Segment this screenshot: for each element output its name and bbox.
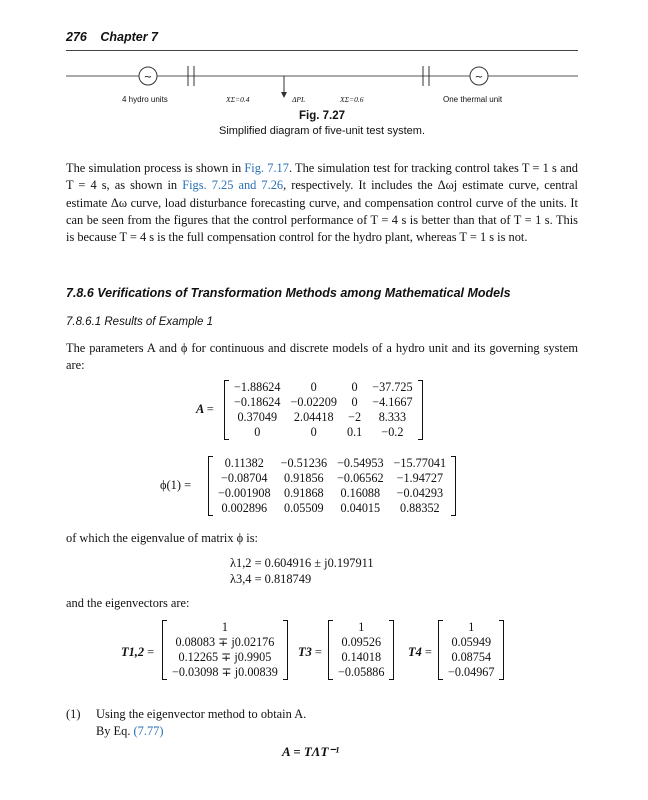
step-reference (96, 723, 576, 740)
t12-label: T1,2 = (121, 645, 155, 659)
matrix-cell: 0.16088 (340, 486, 381, 500)
matrix-cell: 0 (310, 380, 317, 394)
matrix-cell: −0.06562 (337, 471, 384, 485)
vector-cell: 0.08754 (451, 650, 492, 664)
matrix-cell: 0.91856 (284, 471, 324, 485)
matrix-a (224, 380, 423, 440)
vector-cell: 0.14018 (341, 650, 382, 664)
matrix-cell: 0.88352 (400, 501, 440, 515)
matrix-cell: −0.2 (381, 425, 404, 439)
matrix-cell: 0.1 (346, 425, 363, 439)
matrix-cell: 0 (254, 425, 261, 439)
t12-table (167, 620, 283, 680)
matrix-cell: −2 (348, 410, 362, 424)
vector-cell: 0.05949 (451, 635, 492, 649)
eigenvector-t4 (438, 620, 504, 680)
matrix-cell: −0.51236 (280, 456, 328, 470)
left-bracket (224, 380, 229, 440)
matrix-cell: 0 (351, 380, 358, 394)
by-eq-text: By Eq. (96, 724, 134, 738)
eigenvector-t12 (162, 620, 288, 680)
eq-7-77-link[interactable]: (7.77) (133, 724, 164, 738)
matrix-cell: −0.001908 (218, 486, 271, 500)
t4-label: T4 = (408, 645, 432, 659)
simulation-paragraph (66, 160, 578, 246)
left-bracket (208, 456, 213, 516)
parameters-paragraph: The parameters A and ϕ for continuous and discrete models of a hydro unit and its governing system are: (66, 341, 578, 373)
matrix-cell: 0.37049 (237, 410, 278, 424)
matrix-cell: 0.11382 (224, 456, 264, 470)
matrix-cell: 0 (351, 395, 358, 409)
header-rule (66, 50, 578, 51)
matrix-cell: −15.77041 (393, 456, 447, 470)
matrix-cell: −4.1667 (372, 395, 413, 409)
matrix-cell: 8.333 (378, 410, 407, 424)
para1-text-2: . The simulation test for tracking control takes T = 1 s and T = 4 s, as shown in (66, 161, 578, 193)
matrix-cell: −1.88624 (234, 380, 281, 394)
eigenvalue-2: λ3,4 = 0.818749 (230, 572, 312, 586)
final-equation: A = TΛT⁻¹ (282, 744, 340, 759)
vector-cell: 1 (468, 620, 475, 634)
matrix-cell: −0.54953 (337, 456, 384, 470)
line-reactance-1: XΣ=0.4 (226, 95, 250, 104)
vector-cell: −0.04967 (448, 665, 495, 679)
para1-text-3: , respectively. It includes the Δωj estimate curve, central estimate Δω curve, load disturbance forecasting curve, and compensation control curve of the units. It can be seen from the figures that the control performance of T = 4 s is better than that of T = 1 s. This is because T = 4 s is the full compensation control for the hydro plant, whereas T = 1 s is not. (66, 178, 579, 245)
chapter-title: Chapter 7 (100, 30, 158, 44)
vector-cell: 0.12265 ∓ j0.9905 (178, 650, 272, 664)
matrix-cell: 0.05509 (284, 501, 324, 515)
left-unit-label: 4 hydro units (122, 95, 168, 104)
right-bracket (499, 620, 504, 680)
matrix-cell: −0.04293 (396, 486, 444, 500)
section-heading: 7.8.6 Verifications of Transformation Methods among Mathematical Models (66, 286, 511, 300)
subsection-heading: 7.8.6.1 Results of Example 1 (66, 316, 214, 328)
matrix-a-table (229, 380, 418, 440)
t4-table (443, 620, 499, 680)
matrix-cell: 2.04418 (293, 410, 334, 424)
right-unit-label: One thermal unit (443, 95, 503, 104)
step-number: (1) (66, 707, 81, 721)
eigenvector-t3 (328, 620, 394, 680)
matrix-cell: 0 (310, 425, 317, 439)
matrix-cell: 0.002896 (221, 501, 268, 515)
figure-number: Fig. 7.27 (298, 110, 346, 122)
left-bracket (438, 620, 443, 680)
fig-7-17-link[interactable]: Fig. 7.17 (244, 161, 289, 175)
matrix-cell: −0.02209 (290, 395, 337, 409)
vector-cell: 1 (221, 620, 228, 634)
matrix-cell: 0.04015 (340, 501, 381, 515)
vector-cell: −0.03098 ∓ j0.00839 (172, 665, 278, 679)
right-bracket (418, 380, 423, 440)
matrix-a-label: A = (196, 402, 214, 416)
eigenvalue-intro: of which the eigenvalue of matrix ϕ is: (66, 531, 258, 545)
vector-cell: 1 (358, 620, 365, 634)
step-text: Using the eigenvector method to obtain A. (96, 707, 307, 721)
matrix-cell: −37.725 (372, 380, 413, 394)
right-bracket (389, 620, 394, 680)
line-reactance-2: XΣ=0.6 (340, 95, 364, 104)
right-bracket (451, 456, 456, 516)
matrix-cell: −0.08704 (221, 471, 268, 485)
t3-label: T3 = (298, 645, 322, 659)
matrix-phi (208, 456, 456, 516)
matrix-cell: −1.94727 (396, 471, 444, 485)
five-unit-diagram (66, 62, 578, 112)
t3-table (333, 620, 389, 680)
vector-cell: 0.09526 (341, 635, 382, 649)
figure-caption: Simplified diagram of five-unit test system. (218, 125, 426, 137)
thermal-source-symbol: ~ (474, 72, 484, 83)
matrix-phi-table (213, 456, 451, 516)
load-arrow-icon (281, 92, 287, 98)
running-header (66, 30, 158, 44)
load-disturbance-label: ΔPL (292, 95, 306, 104)
eigenvalue-1: λ1,2 = 0.604916 ± j0.197911 (230, 556, 374, 570)
left-bracket (328, 620, 333, 680)
hydro-source-symbol: ~ (143, 72, 153, 83)
para1-text-1: The simulation process is shown in (66, 161, 245, 175)
matrix-cell: −0.18624 (234, 395, 281, 409)
matrix-phi-label: ϕ(1) = (160, 478, 192, 492)
eigenvector-intro: and the eigenvectors are: (66, 596, 190, 610)
vector-cell: −0.05886 (338, 665, 385, 679)
matrix-cell: 0.91868 (284, 486, 324, 500)
left-bracket (162, 620, 167, 680)
right-bracket (283, 620, 288, 680)
page-number: 276 (66, 30, 87, 44)
vector-cell: 0.08083 ∓ j0.02176 (175, 635, 275, 649)
figs-7-25-7-26-link[interactable]: Figs. 7.25 and 7.26 (182, 178, 284, 193)
